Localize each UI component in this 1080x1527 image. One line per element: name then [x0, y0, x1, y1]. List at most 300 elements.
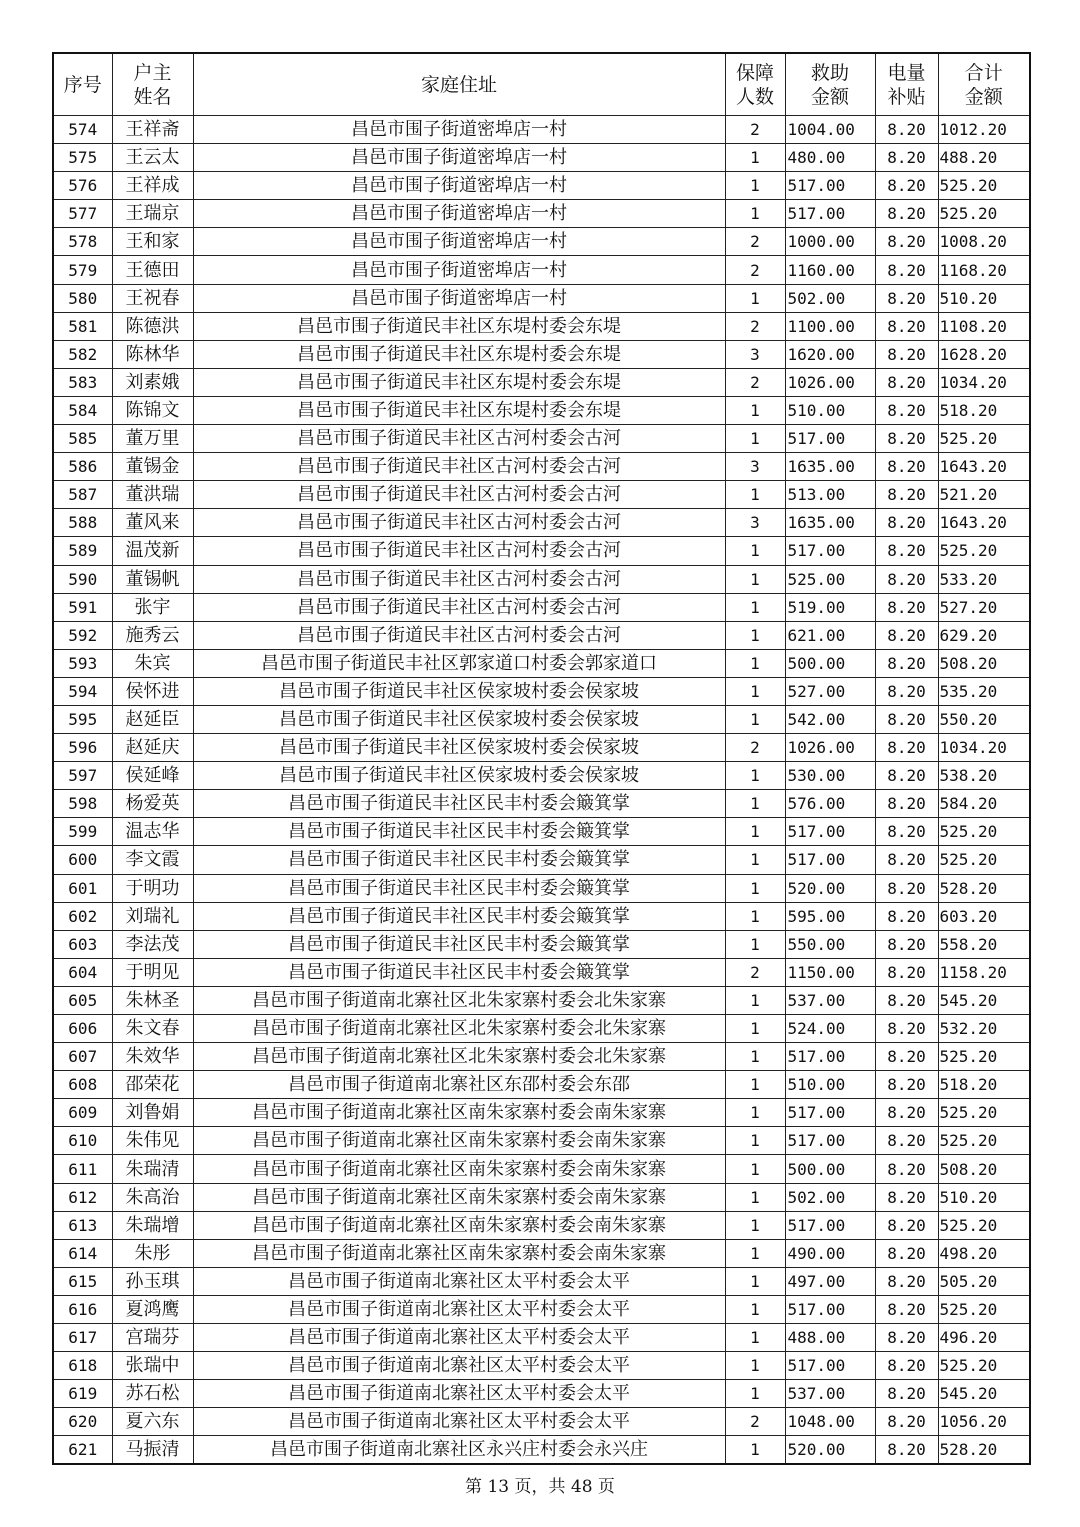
cell-relief: 517.00	[785, 1099, 875, 1127]
table-row	[53, 565, 1030, 593]
cell-total: 525.20	[938, 172, 1030, 200]
cell-count: 1	[725, 1043, 785, 1071]
cell-power: 8.20	[875, 537, 938, 565]
cell-relief: 517.00	[785, 537, 875, 565]
cell-address: 昌邑市围子街道民丰社区古河村委会古河	[193, 537, 725, 565]
cell-no: 619	[53, 1380, 112, 1408]
cell-power: 8.20	[875, 705, 938, 733]
cell-name: 于明功	[112, 874, 193, 902]
table-row	[53, 1408, 1030, 1436]
cell-address: 昌邑市围子街道民丰社区古河村委会古河	[193, 621, 725, 649]
cell-address: 昌邑市围子街道民丰社区民丰村委会簸箕掌	[193, 790, 725, 818]
cell-no: 611	[53, 1155, 112, 1183]
cell-count: 1	[725, 593, 785, 621]
cell-power: 8.20	[875, 1127, 938, 1155]
cell-no: 616	[53, 1295, 112, 1323]
cell-count: 3	[725, 453, 785, 481]
cell-total: 550.20	[938, 705, 1030, 733]
header-name: 户主 姓名	[112, 53, 193, 116]
cell-no: 592	[53, 621, 112, 649]
cell-name: 朱林圣	[112, 986, 193, 1014]
cell-count: 1	[725, 621, 785, 649]
cell-no: 589	[53, 537, 112, 565]
cell-relief: 517.00	[785, 1043, 875, 1071]
cell-power: 8.20	[875, 1239, 938, 1267]
cell-count: 1	[725, 1239, 785, 1267]
table-row	[53, 312, 1030, 340]
cell-relief: 542.00	[785, 705, 875, 733]
cell-address: 昌邑市围子街道密埠店一村	[193, 200, 725, 228]
cell-relief: 621.00	[785, 621, 875, 649]
cell-power: 8.20	[875, 1099, 938, 1127]
cell-address: 昌邑市围子街道民丰社区民丰村委会簸箕掌	[193, 902, 725, 930]
cell-relief: 550.00	[785, 930, 875, 958]
cell-name: 苏石松	[112, 1380, 193, 1408]
table-row	[53, 1015, 1030, 1043]
cell-relief: 1635.00	[785, 453, 875, 481]
cell-name: 侯怀进	[112, 677, 193, 705]
cell-count: 1	[725, 874, 785, 902]
cell-power: 8.20	[875, 312, 938, 340]
cell-relief: 517.00	[785, 1352, 875, 1380]
cell-address: 昌邑市围子街道民丰社区古河村委会古河	[193, 565, 725, 593]
cell-address: 昌邑市围子街道民丰社区古河村委会古河	[193, 425, 725, 453]
cell-address: 昌邑市围子街道密埠店一村	[193, 256, 725, 284]
cell-count: 1	[725, 425, 785, 453]
table-row	[53, 396, 1030, 424]
cell-total: 525.20	[938, 200, 1030, 228]
cell-address: 昌邑市围子街道南北寨社区北朱家寨村委会北朱家寨	[193, 986, 725, 1014]
cell-no: 602	[53, 902, 112, 930]
cell-name: 施秀云	[112, 621, 193, 649]
cell-power: 8.20	[875, 649, 938, 677]
cell-total: 1643.20	[938, 509, 1030, 537]
table-row	[53, 593, 1030, 621]
cell-address: 昌邑市围子街道民丰社区侯家坡村委会侯家坡	[193, 705, 725, 733]
cell-count: 1	[725, 1267, 785, 1295]
cell-total: 525.20	[938, 537, 1030, 565]
cell-address: 昌邑市围子街道南北寨社区南朱家寨村委会南朱家寨	[193, 1183, 725, 1211]
cell-total: 528.20	[938, 1436, 1030, 1465]
cell-count: 1	[725, 818, 785, 846]
cell-power: 8.20	[875, 1015, 938, 1043]
cell-name: 朱瑞清	[112, 1155, 193, 1183]
cell-count: 1	[725, 986, 785, 1014]
cell-name: 王和家	[112, 228, 193, 256]
table-row	[53, 228, 1030, 256]
table-row	[53, 1183, 1030, 1211]
cell-total: 545.20	[938, 986, 1030, 1014]
cell-no: 596	[53, 734, 112, 762]
cell-power: 8.20	[875, 734, 938, 762]
cell-count: 1	[725, 902, 785, 930]
cell-address: 昌邑市围子街道民丰社区东堤村委会东堤	[193, 340, 725, 368]
cell-power: 8.20	[875, 846, 938, 874]
cell-no: 574	[53, 116, 112, 144]
cell-no: 618	[53, 1352, 112, 1380]
cell-relief: 1026.00	[785, 368, 875, 396]
cell-total: 525.20	[938, 1352, 1030, 1380]
cell-address: 昌邑市围子街道南北寨社区南朱家寨村委会南朱家寨	[193, 1127, 725, 1155]
cell-address: 昌邑市围子街道南北寨社区太平村委会太平	[193, 1408, 725, 1436]
page-footer: 第 13 页，共 48 页	[465, 1477, 615, 1497]
cell-total: 498.20	[938, 1239, 1030, 1267]
cell-count: 2	[725, 312, 785, 340]
cell-no: 576	[53, 172, 112, 200]
cell-no: 621	[53, 1436, 112, 1465]
cell-count: 1	[725, 565, 785, 593]
cell-total: 521.20	[938, 481, 1030, 509]
cell-relief: 500.00	[785, 1155, 875, 1183]
cell-address: 昌邑市围子街道南北寨社区南朱家寨村委会南朱家寨	[193, 1155, 725, 1183]
cell-name: 朱高治	[112, 1183, 193, 1211]
relief-table	[52, 52, 1031, 1465]
cell-count: 1	[725, 1380, 785, 1408]
cell-count: 1	[725, 481, 785, 509]
cell-power: 8.20	[875, 1211, 938, 1239]
cell-relief: 1635.00	[785, 509, 875, 537]
cell-power: 8.20	[875, 621, 938, 649]
cell-total: 1158.20	[938, 958, 1030, 986]
cell-address: 昌邑市围子街道民丰社区东堤村委会东堤	[193, 312, 725, 340]
cell-count: 1	[725, 1183, 785, 1211]
cell-name: 夏六东	[112, 1408, 193, 1436]
cell-count: 2	[725, 116, 785, 144]
cell-name: 王德田	[112, 256, 193, 284]
cell-no: 598	[53, 790, 112, 818]
cell-count: 1	[725, 649, 785, 677]
cell-name: 刘素娥	[112, 368, 193, 396]
cell-total: 508.20	[938, 649, 1030, 677]
cell-power: 8.20	[875, 453, 938, 481]
cell-relief: 1000.00	[785, 228, 875, 256]
cell-no: 599	[53, 818, 112, 846]
cell-name: 董锡金	[112, 453, 193, 481]
cell-no: 578	[53, 228, 112, 256]
header-count: 保障 人数	[725, 53, 785, 116]
cell-total: 1643.20	[938, 453, 1030, 481]
cell-address: 昌邑市围子街道南北寨社区太平村委会太平	[193, 1380, 725, 1408]
cell-count: 2	[725, 256, 785, 284]
cell-no: 588	[53, 509, 112, 537]
cell-relief: 497.00	[785, 1267, 875, 1295]
cell-address: 昌邑市围子街道民丰社区郭家道口村委会郭家道口	[193, 649, 725, 677]
cell-total: 525.20	[938, 425, 1030, 453]
table-row	[53, 1127, 1030, 1155]
cell-name: 董锡帆	[112, 565, 193, 593]
cell-relief: 537.00	[785, 986, 875, 1014]
cell-total: 1628.20	[938, 340, 1030, 368]
cell-total: 533.20	[938, 565, 1030, 593]
cell-total: 528.20	[938, 874, 1030, 902]
cell-power: 8.20	[875, 509, 938, 537]
cell-name: 马振清	[112, 1436, 193, 1465]
table-row	[53, 172, 1030, 200]
cell-power: 8.20	[875, 172, 938, 200]
cell-power: 8.20	[875, 677, 938, 705]
cell-name: 侯延峰	[112, 762, 193, 790]
cell-name: 董风来	[112, 509, 193, 537]
cell-power: 8.20	[875, 368, 938, 396]
cell-no: 595	[53, 705, 112, 733]
cell-total: 629.20	[938, 621, 1030, 649]
cell-relief: 517.00	[785, 425, 875, 453]
cell-name: 陈林华	[112, 340, 193, 368]
cell-relief: 500.00	[785, 649, 875, 677]
cell-no: 600	[53, 846, 112, 874]
table-row	[53, 1071, 1030, 1099]
table-row	[53, 481, 1030, 509]
cell-address: 昌邑市围子街道民丰社区古河村委会古河	[193, 509, 725, 537]
cell-address: 昌邑市围子街道民丰社区古河村委会古河	[193, 453, 725, 481]
cell-no: 605	[53, 986, 112, 1014]
cell-no: 617	[53, 1324, 112, 1352]
cell-address: 昌邑市围子街道密埠店一村	[193, 284, 725, 312]
table-row	[53, 902, 1030, 930]
cell-relief: 520.00	[785, 874, 875, 902]
table-row	[53, 116, 1030, 144]
table-row	[53, 930, 1030, 958]
cell-name: 朱效华	[112, 1043, 193, 1071]
cell-no: 584	[53, 396, 112, 424]
table-row	[53, 1295, 1030, 1323]
cell-count: 1	[725, 1295, 785, 1323]
cell-no: 601	[53, 874, 112, 902]
cell-name: 刘鲁娟	[112, 1099, 193, 1127]
cell-power: 8.20	[875, 1155, 938, 1183]
cell-name: 邵荣花	[112, 1071, 193, 1099]
cell-relief: 530.00	[785, 762, 875, 790]
cell-address: 昌邑市围子街道南北寨社区南朱家寨村委会南朱家寨	[193, 1211, 725, 1239]
table-row	[53, 818, 1030, 846]
cell-power: 8.20	[875, 228, 938, 256]
cell-no: 609	[53, 1099, 112, 1127]
cell-power: 8.20	[875, 1295, 938, 1323]
cell-power: 8.20	[875, 1436, 938, 1465]
cell-total: 508.20	[938, 1155, 1030, 1183]
cell-power: 8.20	[875, 902, 938, 930]
cell-name: 王祝春	[112, 284, 193, 312]
table-row	[53, 144, 1030, 172]
cell-name: 王瑞京	[112, 200, 193, 228]
table-row	[53, 705, 1030, 733]
cell-relief: 490.00	[785, 1239, 875, 1267]
cell-relief: 1620.00	[785, 340, 875, 368]
cell-power: 8.20	[875, 958, 938, 986]
cell-power: 8.20	[875, 200, 938, 228]
cell-address: 昌邑市围子街道南北寨社区太平村委会太平	[193, 1295, 725, 1323]
cell-power: 8.20	[875, 593, 938, 621]
cell-total: 525.20	[938, 818, 1030, 846]
cell-address: 昌邑市围子街道民丰社区民丰村委会簸箕掌	[193, 958, 725, 986]
cell-total: 535.20	[938, 677, 1030, 705]
cell-total: 518.20	[938, 1071, 1030, 1099]
cell-count: 1	[725, 1324, 785, 1352]
cell-relief: 1026.00	[785, 734, 875, 762]
cell-no: 585	[53, 425, 112, 453]
cell-no: 591	[53, 593, 112, 621]
cell-total: 1008.20	[938, 228, 1030, 256]
cell-power: 8.20	[875, 1408, 938, 1436]
cell-total: 496.20	[938, 1324, 1030, 1352]
cell-power: 8.20	[875, 1267, 938, 1295]
cell-address: 昌邑市围子街道南北寨社区东邵村委会东邵	[193, 1071, 725, 1099]
cell-power: 8.20	[875, 790, 938, 818]
table-row	[53, 762, 1030, 790]
cell-relief: 1100.00	[785, 312, 875, 340]
cell-count: 1	[725, 1155, 785, 1183]
cell-count: 1	[725, 200, 785, 228]
table-row	[53, 1099, 1030, 1127]
cell-name: 董洪瑞	[112, 481, 193, 509]
table-row	[53, 649, 1030, 677]
cell-address: 昌邑市围子街道南北寨社区北朱家寨村委会北朱家寨	[193, 1043, 725, 1071]
cell-relief: 488.00	[785, 1324, 875, 1352]
cell-count: 1	[725, 846, 785, 874]
cell-no: 586	[53, 453, 112, 481]
cell-relief: 517.00	[785, 1211, 875, 1239]
cell-count: 1	[725, 284, 785, 312]
cell-address: 昌邑市围子街道密埠店一村	[193, 144, 725, 172]
cell-address: 昌邑市围子街道南北寨社区南朱家寨村委会南朱家寨	[193, 1239, 725, 1267]
cell-address: 昌邑市围子街道南北寨社区南朱家寨村委会南朱家寨	[193, 1099, 725, 1127]
cell-name: 董万里	[112, 425, 193, 453]
table-row	[53, 425, 1030, 453]
cell-address: 昌邑市围子街道民丰社区古河村委会古河	[193, 593, 725, 621]
cell-address: 昌邑市围子街道密埠店一村	[193, 116, 725, 144]
cell-total: 525.20	[938, 1127, 1030, 1155]
cell-address: 昌邑市围子街道南北寨社区北朱家寨村委会北朱家寨	[193, 1015, 725, 1043]
cell-no: 583	[53, 368, 112, 396]
cell-no: 580	[53, 284, 112, 312]
cell-no: 593	[53, 649, 112, 677]
cell-relief: 537.00	[785, 1380, 875, 1408]
cell-count: 2	[725, 734, 785, 762]
table-row	[53, 790, 1030, 818]
cell-total: 488.20	[938, 144, 1030, 172]
cell-power: 8.20	[875, 1380, 938, 1408]
cell-no: 614	[53, 1239, 112, 1267]
table-body	[53, 116, 1030, 1465]
cell-no: 594	[53, 677, 112, 705]
cell-name: 温志华	[112, 818, 193, 846]
cell-total: 1168.20	[938, 256, 1030, 284]
cell-count: 3	[725, 509, 785, 537]
table-row	[53, 368, 1030, 396]
table-row	[53, 846, 1030, 874]
cell-power: 8.20	[875, 874, 938, 902]
cell-address: 昌邑市围子街道南北寨社区太平村委会太平	[193, 1352, 725, 1380]
cell-count: 1	[725, 144, 785, 172]
table-row	[53, 677, 1030, 705]
table-row	[53, 621, 1030, 649]
cell-count: 1	[725, 705, 785, 733]
cell-power: 8.20	[875, 1324, 938, 1352]
cell-count: 1	[725, 930, 785, 958]
cell-no: 577	[53, 200, 112, 228]
cell-no: 620	[53, 1408, 112, 1436]
cell-total: 510.20	[938, 1183, 1030, 1211]
cell-no: 587	[53, 481, 112, 509]
cell-address: 昌邑市围子街道南北寨社区永兴庄村委会永兴庄	[193, 1436, 725, 1465]
cell-relief: 517.00	[785, 1295, 875, 1323]
cell-total: 525.20	[938, 846, 1030, 874]
cell-count: 2	[725, 958, 785, 986]
cell-relief: 502.00	[785, 284, 875, 312]
cell-power: 8.20	[875, 1352, 938, 1380]
table-row	[53, 537, 1030, 565]
cell-name: 宫瑞芬	[112, 1324, 193, 1352]
cell-power: 8.20	[875, 425, 938, 453]
table-row	[53, 509, 1030, 537]
table-row	[53, 1155, 1030, 1183]
table-row	[53, 200, 1030, 228]
cell-name: 陈德洪	[112, 312, 193, 340]
cell-count: 1	[725, 1015, 785, 1043]
cell-count: 1	[725, 1352, 785, 1380]
cell-power: 8.20	[875, 1071, 938, 1099]
cell-count: 2	[725, 228, 785, 256]
cell-power: 8.20	[875, 481, 938, 509]
cell-name: 刘瑞礼	[112, 902, 193, 930]
cell-count: 1	[725, 1436, 785, 1465]
cell-address: 昌邑市围子街道民丰社区东堤村委会东堤	[193, 396, 725, 424]
cell-relief: 576.00	[785, 790, 875, 818]
cell-name: 杨爱英	[112, 790, 193, 818]
table-row	[53, 986, 1030, 1014]
cell-total: 532.20	[938, 1015, 1030, 1043]
cell-total: 525.20	[938, 1211, 1030, 1239]
cell-relief: 517.00	[785, 1127, 875, 1155]
cell-count: 1	[725, 1211, 785, 1239]
cell-name: 朱伟见	[112, 1127, 193, 1155]
cell-total: 1056.20	[938, 1408, 1030, 1436]
cell-count: 1	[725, 790, 785, 818]
cell-name: 张宇	[112, 593, 193, 621]
cell-relief: 1160.00	[785, 256, 875, 284]
cell-total: 525.20	[938, 1295, 1030, 1323]
cell-address: 昌邑市围子街道民丰社区侯家坡村委会侯家坡	[193, 734, 725, 762]
cell-name: 朱彤	[112, 1239, 193, 1267]
cell-power: 8.20	[875, 116, 938, 144]
cell-name: 朱瑞增	[112, 1211, 193, 1239]
cell-total: 538.20	[938, 762, 1030, 790]
cell-address: 昌邑市围子街道民丰社区东堤村委会东堤	[193, 368, 725, 396]
cell-address: 昌邑市围子街道密埠店一村	[193, 172, 725, 200]
cell-relief: 517.00	[785, 200, 875, 228]
cell-count: 1	[725, 1127, 785, 1155]
table-row	[53, 874, 1030, 902]
header-relief: 救助 金额	[785, 53, 875, 116]
table-row	[53, 256, 1030, 284]
cell-name: 李文霞	[112, 846, 193, 874]
cell-relief: 1150.00	[785, 958, 875, 986]
table-row	[53, 958, 1030, 986]
cell-total: 525.20	[938, 1099, 1030, 1127]
cell-name: 朱宾	[112, 649, 193, 677]
table-row	[53, 734, 1030, 762]
cell-no: 604	[53, 958, 112, 986]
cell-count: 2	[725, 1408, 785, 1436]
cell-count: 1	[725, 677, 785, 705]
cell-count: 3	[725, 340, 785, 368]
cell-count: 1	[725, 172, 785, 200]
cell-relief: 480.00	[785, 144, 875, 172]
cell-relief: 1048.00	[785, 1408, 875, 1436]
cell-total: 1034.20	[938, 368, 1030, 396]
cell-power: 8.20	[875, 284, 938, 312]
table-row	[53, 284, 1030, 312]
